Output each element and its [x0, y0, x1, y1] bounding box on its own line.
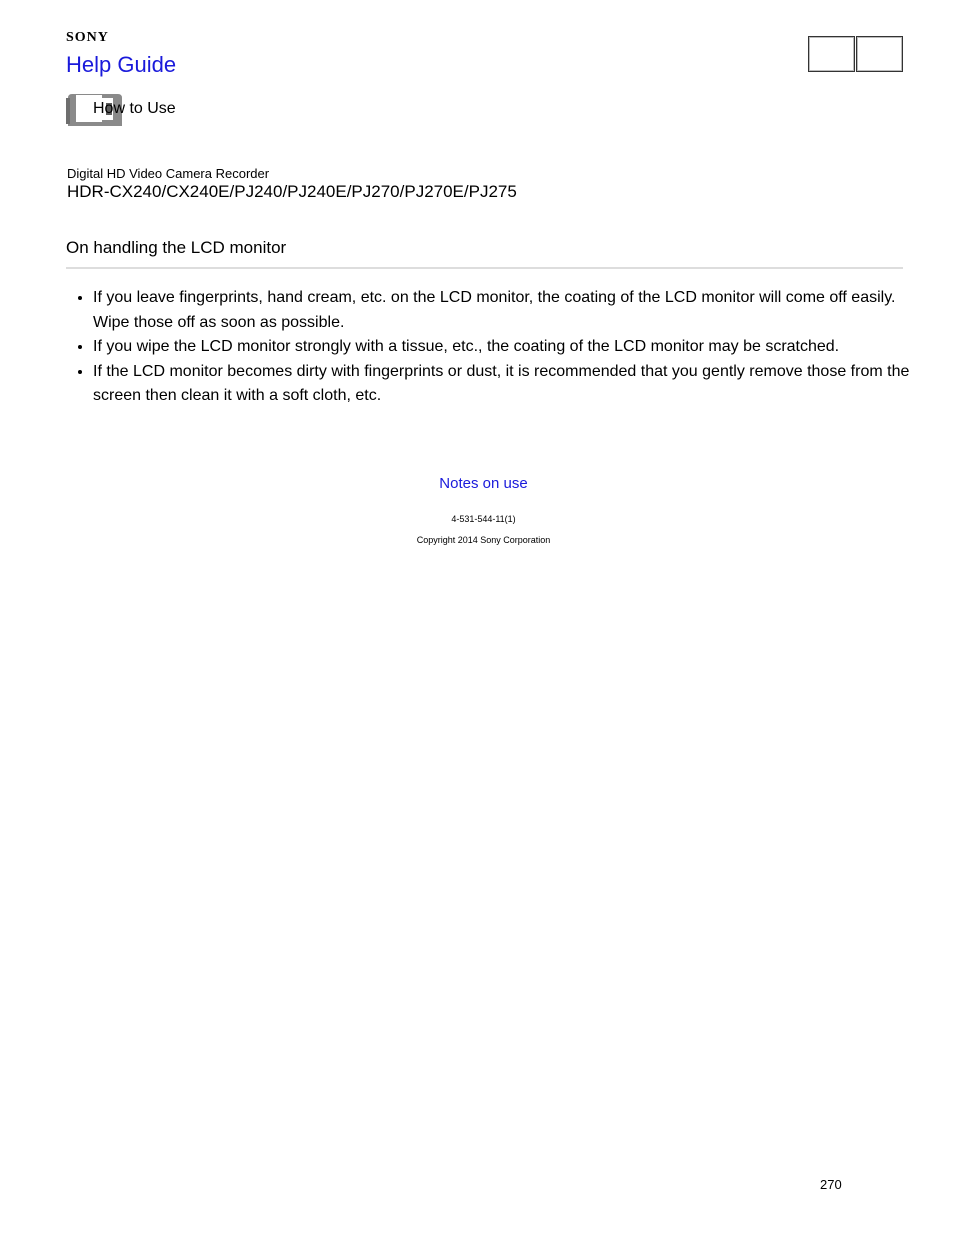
list-item: • If the LCD monitor becomes dirty with fingerprints or dust, it is recommended that you gently remove those from the screen then clean it with a soft cloth, etc.: [93, 360, 913, 409]
previous-page-button[interactable]: [808, 36, 855, 72]
page-nav: [808, 36, 903, 72]
page-title: On handling the LCD monitor: [66, 238, 287, 257]
list-item: • If you leave fingerprints, hand cream, etc. on the LCD monitor, the coating of the LCD monitor will come off easily. Wipe those off as soon as possible.: [93, 286, 913, 335]
page-number: 270: [820, 1177, 842, 1192]
notes-on-use-link[interactable]: Notes on use: [439, 475, 528, 492]
sony-logo: SONY: [66, 30, 109, 45]
content-list: [66, 286, 913, 409]
list-item: • If you wipe the LCD monitor strongly with a tissue, etc., the coating of the LCD monitor may be scratched.: [93, 335, 913, 360]
model-number: HDR-CX240/CX240E/PJ240/PJ240E/PJ270/PJ270E/PJ275: [67, 182, 517, 201]
title-divider: [66, 267, 903, 269]
product-type: Digital HD Video Camera Recorder: [67, 166, 270, 181]
next-page-button[interactable]: [856, 36, 903, 72]
help-guide-link[interactable]: Help Guide: [66, 52, 177, 77]
document-number: 4-531-544-11(1): [451, 514, 516, 524]
category-label: How to Use: [93, 100, 176, 117]
copyright: Copyright 2014 Sony Corporation: [416, 535, 551, 545]
